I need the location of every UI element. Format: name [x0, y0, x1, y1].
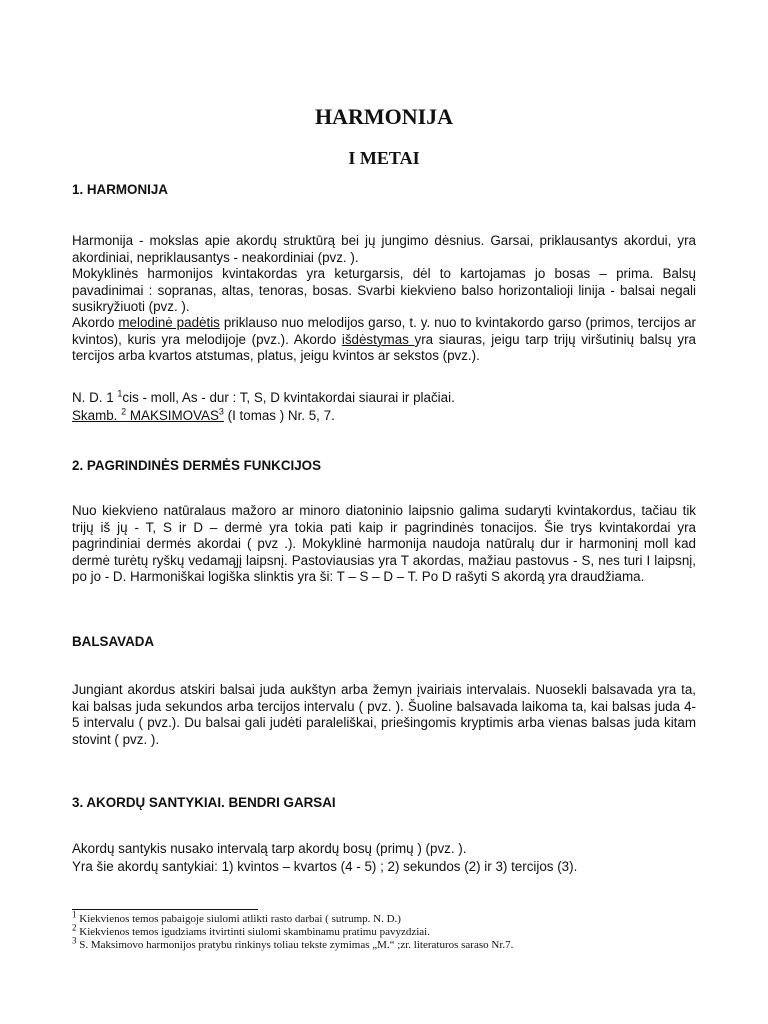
- term-isdestymas: išdėstymas: [341, 331, 415, 347]
- text-segment: yra siauras, jeigu tarp trijų viršutinių balsų yra tercijos arba kvartos atstumas, platus, jeigu kvintos ar sekstos (pvz.).: [72, 331, 696, 363]
- footnote-text: Kiekvienos temos pabaigoje siulomi atlikti rasto darbai ( sutrump. N. D.): [76, 913, 401, 925]
- paragraph-harmonija-definition: Harmonija - mokslas apie akordų struktūrą bei jų jungimo dėsnius. Garsai, priklausantys akordui, yra akordiniai, nepriklausantys - neakordiniai (pvz. ).: [72, 233, 696, 265]
- footnote-ref-1: 1: [117, 388, 123, 399]
- paragraph-melodic-position: [72, 315, 696, 365]
- homework-line: [72, 390, 696, 407]
- page-title: HARMONIJA: [314, 104, 454, 129]
- paragraph-voices: Mokyklinės harmonijos kvintakordas yra keturgarsis, dėl to kartojamas jo bosas – prima. Balsų pavadinimai : sopranas, altas, tenoras, bosas. Svarbi kiekvieno balso horizontalioji linija - balsai negali susikryžiuoti (pvz. ).: [72, 266, 696, 314]
- author-name: MAKSIMOVAS: [126, 408, 219, 423]
- page-subtitle: I METAI: [348, 148, 420, 168]
- homework-label: N. D. 1: [72, 390, 118, 405]
- paragraph-relations-line-1: Akordų santykis nusako intervalą tarp akordų bosų (primų ) (pvz. ).: [72, 841, 467, 856]
- footnote-number: 3: [72, 935, 77, 946]
- footnote-1: [72, 909, 696, 926]
- footnote-ref-2: 2: [121, 406, 127, 417]
- homework-text: cis - moll, As - dur : T, S, D kvintakordai siaurai ir plačiai.: [122, 390, 455, 405]
- paragraph-balsavada: Jungiant akordus atskiri balsai juda aukštyn arba žemyn įvairiais intervalais. Nuosekli balsavada yra ta, kai balsas juda sekundos arba tercijos intervalu ( pvz. ). Šuoline balsavada laikoma ta, kai balsas juda 4- 5 intervalu ( pvz.). Du balsai gali judėti paraleliškai, priešingomis kryptimis arba vienas balsas juda kitam stovint ( pvz. ).: [72, 682, 696, 747]
- section-heading-balsavada: BALSAVADA: [72, 634, 155, 649]
- section-heading-functions: 2. PAGRINDINĖS DERMĖS FUNKCIJOS: [72, 458, 322, 473]
- playing-exercise-link: [72, 408, 224, 423]
- footnote-ref-3: 3: [218, 406, 224, 417]
- footnote-number: 1: [72, 909, 77, 920]
- text-segment: priklauso nuo melodijos garso, t. y. nuo to kvintakordo garso (primos, tercijos ar kvintos), kuris yra melodijoje (pvz.). Akordo: [72, 315, 696, 347]
- playing-label: Skamb.: [72, 408, 122, 423]
- paragraph-relations-line-2: Yra šie akordų santykiai: 1) kvintos – kvartos (4 - 5) ; 2) sekundos (2) ir 3) tercijos (3).: [72, 859, 578, 874]
- footnote-text: S. Maksimovo harmonijos pratybu rinkinys toliau tekste zymimas „M.“ ;zr. literaturos saraso Nr.7.: [76, 939, 514, 951]
- volume-reference: (I tomas ) Nr. 5, 7.: [223, 408, 335, 423]
- playing-exercise-line: [72, 408, 696, 425]
- term-melodine-padetis: melodinė padėtis: [118, 315, 220, 330]
- footnotes: [72, 909, 696, 952]
- section-heading-harmonija: 1. HARMONIJA: [72, 182, 168, 197]
- footnote-separator: [72, 909, 258, 910]
- footnote-2: [72, 922, 696, 939]
- text-segment: Akordo: [72, 315, 119, 330]
- section-heading-relations: 3. AKORDŲ SANTYKIAI. BENDRI GARSAI: [72, 795, 336, 810]
- paragraph-functions: Nuo kiekvieno natūralaus mažoro ar minoro diatoninio laipsnio galima sudaryti kvintakordus, tačiau tik trijų iš jų - T, S ir D – dermė yra tokia pati kaip ir pagrindinės tonacijos. Šie trys kvintakordai yra pagrindiniai dermės akordai ( pvz .). Mokyklinė harmonija naudoja natūralų dur ir harmoninį moll kad dermė turėtų ryškų vedamąjį laipsnį. Pastoviausias yra T akordas, mažiau pastovus - S, nes turi I laipsnį, po jo - D. Harmoniškai logiška slinktis yra ši: T – S – D – T. Po D rašyti S akordą yra draudžiama.: [72, 503, 696, 584]
- footnote-3: [72, 935, 696, 952]
- footnote-number: 2: [72, 922, 77, 933]
- footnote-text: Kiekvienos temos igudziams itvirtinti siulomi skambinamu pratimu pavyzdziai.: [76, 926, 430, 938]
